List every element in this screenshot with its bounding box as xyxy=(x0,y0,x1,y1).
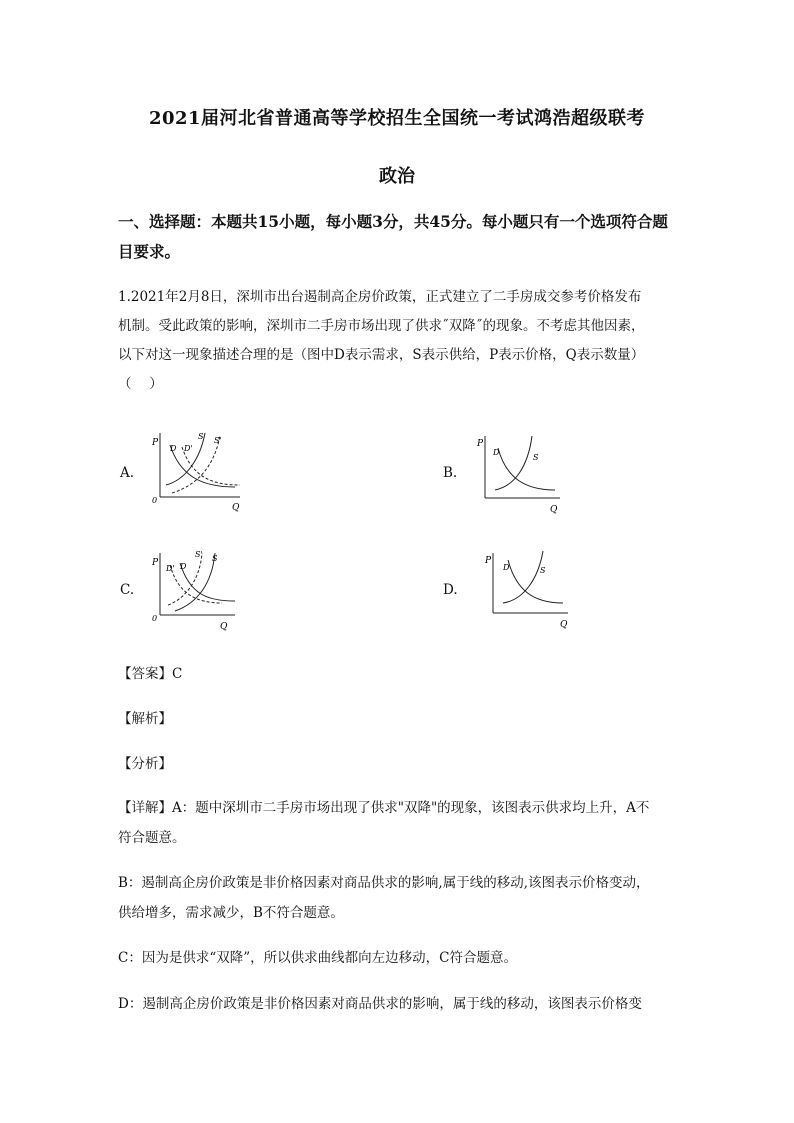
detail-b-line-1: B：遏制高企房价政策是非价格因素对商品供求的影响,属于线的移动,该图表示价格变动， xyxy=(118,875,650,891)
svg-text:D: D xyxy=(503,563,510,572)
question-line-4: （ ） xyxy=(118,376,163,392)
svg-text:S: S xyxy=(212,554,218,563)
svg-text:D: D xyxy=(493,448,500,457)
option-a-graph xyxy=(140,425,250,515)
detail-a-line-1: 【详解】A：题中深圳市二手房市场出现了供求"双降"的现象，该图表示供求均上升，A不 xyxy=(118,800,650,816)
svg-text:S: S xyxy=(540,566,546,575)
detail-b-line-2: 供给增多，需求减少，B不符合题意。 xyxy=(118,905,344,921)
detail-c-line: C：因为是供求“双降”，所以供求曲线都向左边移动，C符合题意。 xyxy=(118,950,517,966)
detail-a-line-2: 符合题意。 xyxy=(118,830,186,846)
question-line-2: 机制。受此政策的影响，深圳市二手房市场出现了供求˝双降˝的现象。不考虑其他因素， xyxy=(118,318,645,334)
axis-origin-label: 0 xyxy=(152,496,158,505)
axis-p-label: P xyxy=(152,438,159,448)
svg-text:D: D xyxy=(180,562,187,571)
option-c-graph xyxy=(140,545,250,635)
label-d-prime: D' xyxy=(184,444,193,453)
axis-q-label: Q xyxy=(232,503,240,513)
svg-text:Q: Q xyxy=(220,622,228,632)
question-line-1: 1.2021年2月8日，深圳市出台遏制高企房价政策，正式建立了二手房成交参考价格发布 xyxy=(118,289,642,305)
svg-text:P: P xyxy=(152,558,159,568)
option-a-label: A. xyxy=(120,465,135,481)
detail-d-line: D：遏制高企房价政策是非价格因素对商品供求的影响，属于线的移动，该图表示价格变 xyxy=(118,996,642,1012)
option-b-graph xyxy=(470,428,570,518)
svg-text:0: 0 xyxy=(152,614,158,623)
svg-text:D': D' xyxy=(166,564,175,573)
label-s: S xyxy=(198,432,204,441)
option-d-graph xyxy=(478,545,578,635)
analysis-heading: 【解析】 xyxy=(118,711,172,727)
label-d: D xyxy=(170,444,177,453)
svg-text:S': S' xyxy=(195,550,203,559)
svg-text:P: P xyxy=(485,556,492,566)
option-c-label: C. xyxy=(120,582,135,598)
fenxi-heading: 【分析】 xyxy=(118,756,172,772)
svg-text:P: P xyxy=(477,439,484,449)
section-heading: 一、选择题：本题共15小题，每小题3分，共45分。每小题只有一个选项符合题目要求。 xyxy=(118,212,668,261)
svg-text:S: S xyxy=(533,453,539,462)
option-b-label: B. xyxy=(443,465,458,481)
svg-text:Q: Q xyxy=(550,505,558,515)
svg-text:Q: Q xyxy=(560,620,568,630)
curve-d xyxy=(170,445,235,487)
option-d-label: D. xyxy=(443,582,458,598)
answer-line: 【答案】C xyxy=(118,666,183,682)
subject-title: 政治 xyxy=(379,166,415,187)
document-title: 2021届河北省普通高等学校招生全国统一考试鸿浩超级联考 xyxy=(148,108,646,129)
question-line-3: 以下对这一现象描述合理的是（图中D表示需求，S表示供给，P表示价格，Q表示数量） xyxy=(118,347,645,363)
label-s-prime: S' xyxy=(214,436,222,445)
